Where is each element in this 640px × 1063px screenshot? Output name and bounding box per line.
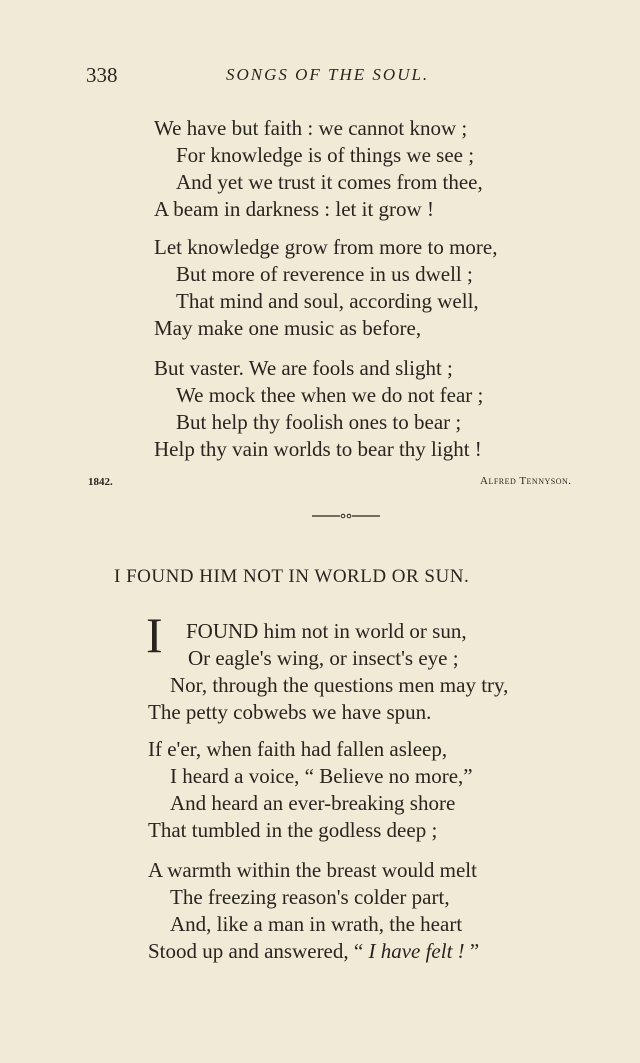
verse-line: But help thy foolish ones to bear ; xyxy=(176,410,462,434)
verse-line: And yet we trust it comes from thee, xyxy=(176,170,483,194)
page-number: 338 xyxy=(86,63,118,87)
verse-line: That tumbled in the godless deep ; xyxy=(148,818,438,842)
verse-line: The petty cobwebs we have spun. xyxy=(148,700,432,724)
verse-line: We have but faith : we cannot know ; xyxy=(154,116,468,140)
verse-line: That mind and soul, according well, xyxy=(176,289,479,313)
verse-line xyxy=(148,938,479,965)
stanza xyxy=(154,234,498,342)
verse-line: And, like a man in wrath, the heart xyxy=(170,912,463,936)
verse-line: FOUND him not in world or sun, xyxy=(186,619,467,643)
stanza xyxy=(148,618,508,726)
verse-line: Or eagle's wing, or insect's eye ; xyxy=(188,646,459,670)
verse-line: Help thy vain worlds to bear thy light ! xyxy=(154,437,482,461)
running-title: SONGS OF THE SOUL. xyxy=(226,65,430,84)
verse-line: The freezing reason's colder part, xyxy=(170,885,450,909)
verse-line: I heard a voice, “ Believe no more,” xyxy=(170,764,473,788)
ornament-divider-icon xyxy=(312,513,380,519)
verse-line: If e'er, when faith had fallen asleep, xyxy=(148,737,448,761)
verse-line: A warmth within the breast would melt xyxy=(148,858,477,882)
verse-line: For knowledge is of things we see ; xyxy=(176,143,475,167)
poem-title: I FOUND HIM NOT IN WORLD OR SUN. xyxy=(114,566,470,587)
verse-line: Nor, through the questions men may try, xyxy=(170,673,509,697)
verse-line-text: Stood up and answered, “ xyxy=(148,939,369,963)
stanza xyxy=(154,115,483,223)
verse-line: A beam in darkness : let it grow ! xyxy=(154,197,434,221)
stanza xyxy=(154,355,483,463)
verse-line: And heard an ever-breaking shore xyxy=(170,791,456,815)
verse-line: Let knowledge grow from more to more, xyxy=(154,235,498,259)
drop-cap: I xyxy=(146,607,163,663)
verse-line: But vaster. We are fools and slight ; xyxy=(154,356,453,380)
verse-line: But more of reverence in us dwell ; xyxy=(176,262,473,286)
poem-year: 1842. xyxy=(88,476,113,488)
verse-line: We mock thee when we do not fear ; xyxy=(176,383,484,407)
verse-line-italic: I have felt ! xyxy=(368,939,465,963)
verse-line-text: ” xyxy=(464,939,480,963)
verse-line: May make one music as before, xyxy=(154,316,422,340)
stanza xyxy=(148,857,479,965)
stanza xyxy=(148,736,473,844)
poem-author: Alfred Tennyson. xyxy=(480,475,572,487)
